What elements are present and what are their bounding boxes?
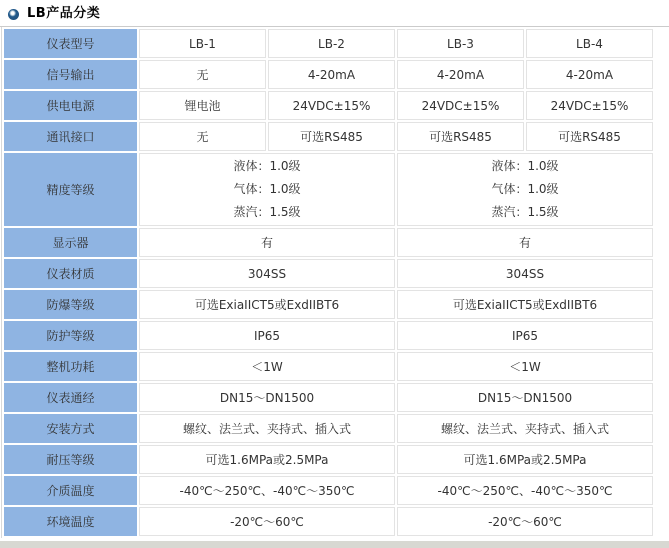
value-cell: -20℃～60℃ xyxy=(397,507,653,536)
table-row xyxy=(4,60,653,89)
table-row xyxy=(4,228,653,257)
value-cell: 304SS xyxy=(397,259,653,288)
table-row xyxy=(4,122,653,151)
table-row xyxy=(4,259,653,288)
value-cell: 4-20mA xyxy=(526,60,653,89)
value-cell: 4-20mA xyxy=(268,60,395,89)
row-label-cell: 安装方式 xyxy=(4,414,137,443)
section-bullet-icon xyxy=(8,9,19,20)
table-row xyxy=(4,445,653,474)
value-cell-multiline xyxy=(397,153,653,226)
table-row xyxy=(4,476,653,505)
value-cell: LB-3 xyxy=(397,29,524,58)
table-row xyxy=(4,29,653,58)
value-cell: 可选RS485 xyxy=(526,122,653,151)
value-cell: LB-1 xyxy=(139,29,266,58)
value-line: 蒸汽：1.5级 xyxy=(233,205,301,219)
value-cell: 4-20mA xyxy=(397,60,524,89)
value-cell: 可选1.6MPa或2.5MPa xyxy=(397,445,653,474)
value-cell: 可选ExiaIICT5或ExdIIBT6 xyxy=(139,290,395,319)
value-cell: 可选ExiaIICT5或ExdIIBT6 xyxy=(397,290,653,319)
table-row xyxy=(4,321,653,350)
value-cell: 24VDC±15% xyxy=(397,91,524,120)
row-label-cell: 仪表型号 xyxy=(4,29,137,58)
table-row xyxy=(4,91,653,120)
value-line: 液体：1.0级 xyxy=(233,159,301,173)
value-cell: -20℃～60℃ xyxy=(139,507,395,536)
page-title: LB产品分类 xyxy=(27,6,101,21)
value-line: 液体：1.0级 xyxy=(491,159,559,173)
bottom-strip xyxy=(0,541,669,548)
value-cell: 24VDC±15% xyxy=(526,91,653,120)
row-label-cell: 仪表通经 xyxy=(4,383,137,412)
value-cell: DN15～DN1500 xyxy=(139,383,395,412)
value-line: 气体：1.0级 xyxy=(491,182,559,196)
table-row xyxy=(4,290,653,319)
table-row xyxy=(4,383,653,412)
value-cell: 可选1.6MPa或2.5MPa xyxy=(139,445,395,474)
spec-table-body xyxy=(4,29,653,536)
row-label-cell: 通讯接口 xyxy=(4,122,137,151)
row-label-cell: 供电电源 xyxy=(4,91,137,120)
value-cell: 304SS xyxy=(139,259,395,288)
value-cell: 有 xyxy=(397,228,653,257)
table-row xyxy=(4,414,653,443)
row-label-cell: 仪表材质 xyxy=(4,259,137,288)
row-label-cell: 环境温度 xyxy=(4,507,137,536)
value-cell: 无 xyxy=(139,122,266,151)
value-cell: ＜1W xyxy=(139,352,395,381)
table-row xyxy=(4,507,653,536)
table-row xyxy=(4,153,653,226)
row-label-cell: 防爆等级 xyxy=(4,290,137,319)
value-cell: 螺纹、法兰式、夹持式、插入式 xyxy=(139,414,395,443)
value-cell: 可选RS485 xyxy=(268,122,395,151)
row-label-cell: 整机功耗 xyxy=(4,352,137,381)
value-line: 气体：1.0级 xyxy=(233,182,301,196)
value-cell: 无 xyxy=(139,60,266,89)
value-cell: 有 xyxy=(139,228,395,257)
value-cell: -40℃～250℃、-40℃～350℃ xyxy=(139,476,395,505)
value-cell: 24VDC±15% xyxy=(268,91,395,120)
row-label-cell: 防护等级 xyxy=(4,321,137,350)
value-cell: ＜1W xyxy=(397,352,653,381)
row-label-cell: 显示器 xyxy=(4,228,137,257)
value-cell: LB-4 xyxy=(526,29,653,58)
value-cell: DN15～DN1500 xyxy=(397,383,653,412)
section-header xyxy=(0,0,669,26)
row-label-cell: 耐压等级 xyxy=(4,445,137,474)
spec-table xyxy=(1,27,655,538)
table-row xyxy=(4,352,653,381)
value-cell: LB-2 xyxy=(268,29,395,58)
row-label-cell: 信号输出 xyxy=(4,60,137,89)
value-cell: IP65 xyxy=(139,321,395,350)
value-cell: 锂电池 xyxy=(139,91,266,120)
value-cell-multiline xyxy=(139,153,395,226)
value-cell: 可选RS485 xyxy=(397,122,524,151)
value-cell: IP65 xyxy=(397,321,653,350)
row-label-cell: 介质温度 xyxy=(4,476,137,505)
value-cell: -40℃～250℃、-40℃～350℃ xyxy=(397,476,653,505)
value-cell: 螺纹、法兰式、夹持式、插入式 xyxy=(397,414,653,443)
value-line: 蒸汽：1.5级 xyxy=(491,205,559,219)
row-label-cell: 精度等级 xyxy=(4,153,137,226)
